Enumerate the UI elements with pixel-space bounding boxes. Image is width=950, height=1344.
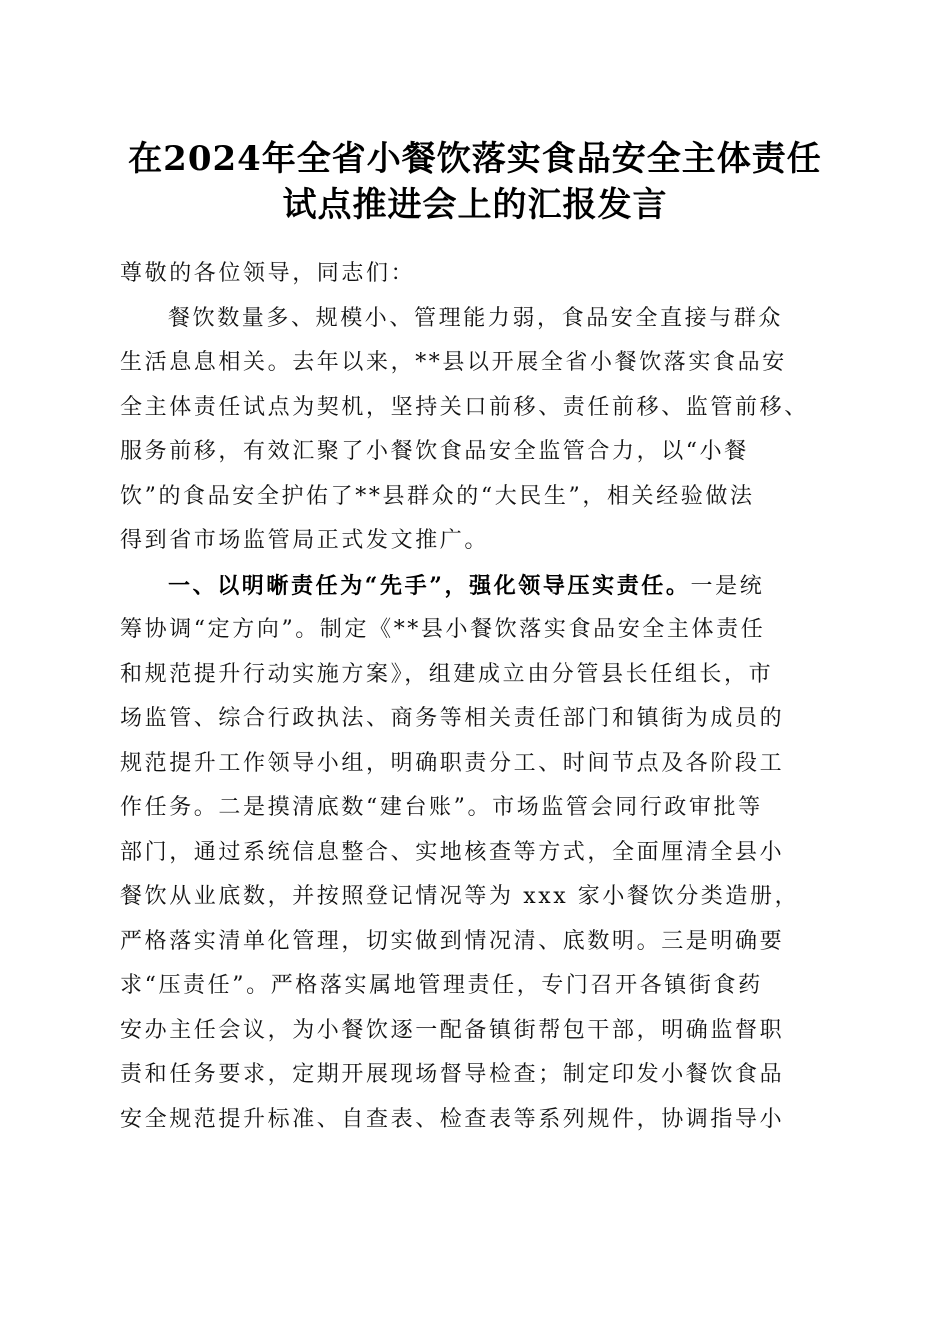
paragraph-line: 餐饮数量多、规模小、管理能力弱，食品安全直接与群众 xyxy=(168,305,784,331)
section-heading-tail: 一是统 xyxy=(690,573,765,599)
paragraph-line: 安全规范提升标准、自查表、检查表等系列规件，协调指导小 xyxy=(120,1106,785,1132)
paragraph-line: 服务前移，有效汇聚了小餐饮食品安全监管合力，以“小餐 xyxy=(120,439,749,464)
salutation: 尊敬的各位领导，同志们： xyxy=(120,261,416,286)
paragraph-line: 生活息息相关。去年以来，**县以开展全省小餐饮落实食品安 xyxy=(120,350,787,375)
document-title-line-2: 试点推进会上的汇报发言 xyxy=(282,185,668,225)
paragraph-line: 求“压责任”。严格落实属地管理责任，专门召开各镇街食药 xyxy=(120,973,763,998)
section-heading-line xyxy=(120,564,832,609)
document-title-line-1: 在2024年全省小餐饮落实食品安全主体责任 xyxy=(128,139,822,179)
paragraph-line: 和规范提升行动实施方案》，组建成立由分管县长任组长，市 xyxy=(120,661,774,687)
paragraph-line: 场监管、综合行政执法、商务等相关责任部门和镇街为成员的 xyxy=(120,706,785,731)
paragraph-line: 饮”的食品安全护佑了**县群众的“大民生”，相关经验做法 xyxy=(120,483,755,509)
paragraph-line: 得到省市场监管局正式发文推广。 xyxy=(120,528,490,553)
paragraph-line: 筹协调“定方向”。制定《**县小餐饮落实食品安全主体责任 xyxy=(120,617,766,642)
section-heading: 一、以明晰责任为“先手”，强化领导压实责任。 xyxy=(168,572,691,599)
paragraph-line: 餐饮从业底数，并按照登记情况等为 xxx 家小餐饮分类造册， xyxy=(120,884,800,909)
paragraph-line: 全主体责任试点为契机，坚持关口前移、责任前移、监管前移、 xyxy=(120,394,809,420)
paragraph-line: 安办主任会议，为小餐饮逐一配备镇街帮包干部，明确监督职 xyxy=(120,1017,785,1043)
paragraph-line: 责和任务要求，定期开展现场督导检查；制定印发小餐饮食品 xyxy=(120,1062,785,1087)
paragraph-line: 规范提升工作领导小组，明确职责分工、时间节点及各阶段工 xyxy=(120,750,785,776)
paragraph-line: 作任务。二是摸清底数“建台账”。市场监管会同行政审批等 xyxy=(120,795,763,820)
paragraph-line: 严格落实清单化管理，切实做到情况清、底数明。三是明确要 xyxy=(120,928,785,954)
document-body xyxy=(120,252,832,1142)
paragraph-line: 部门，通过系统信息整合、实地核查等方式，全面厘清全县小 xyxy=(120,839,785,865)
